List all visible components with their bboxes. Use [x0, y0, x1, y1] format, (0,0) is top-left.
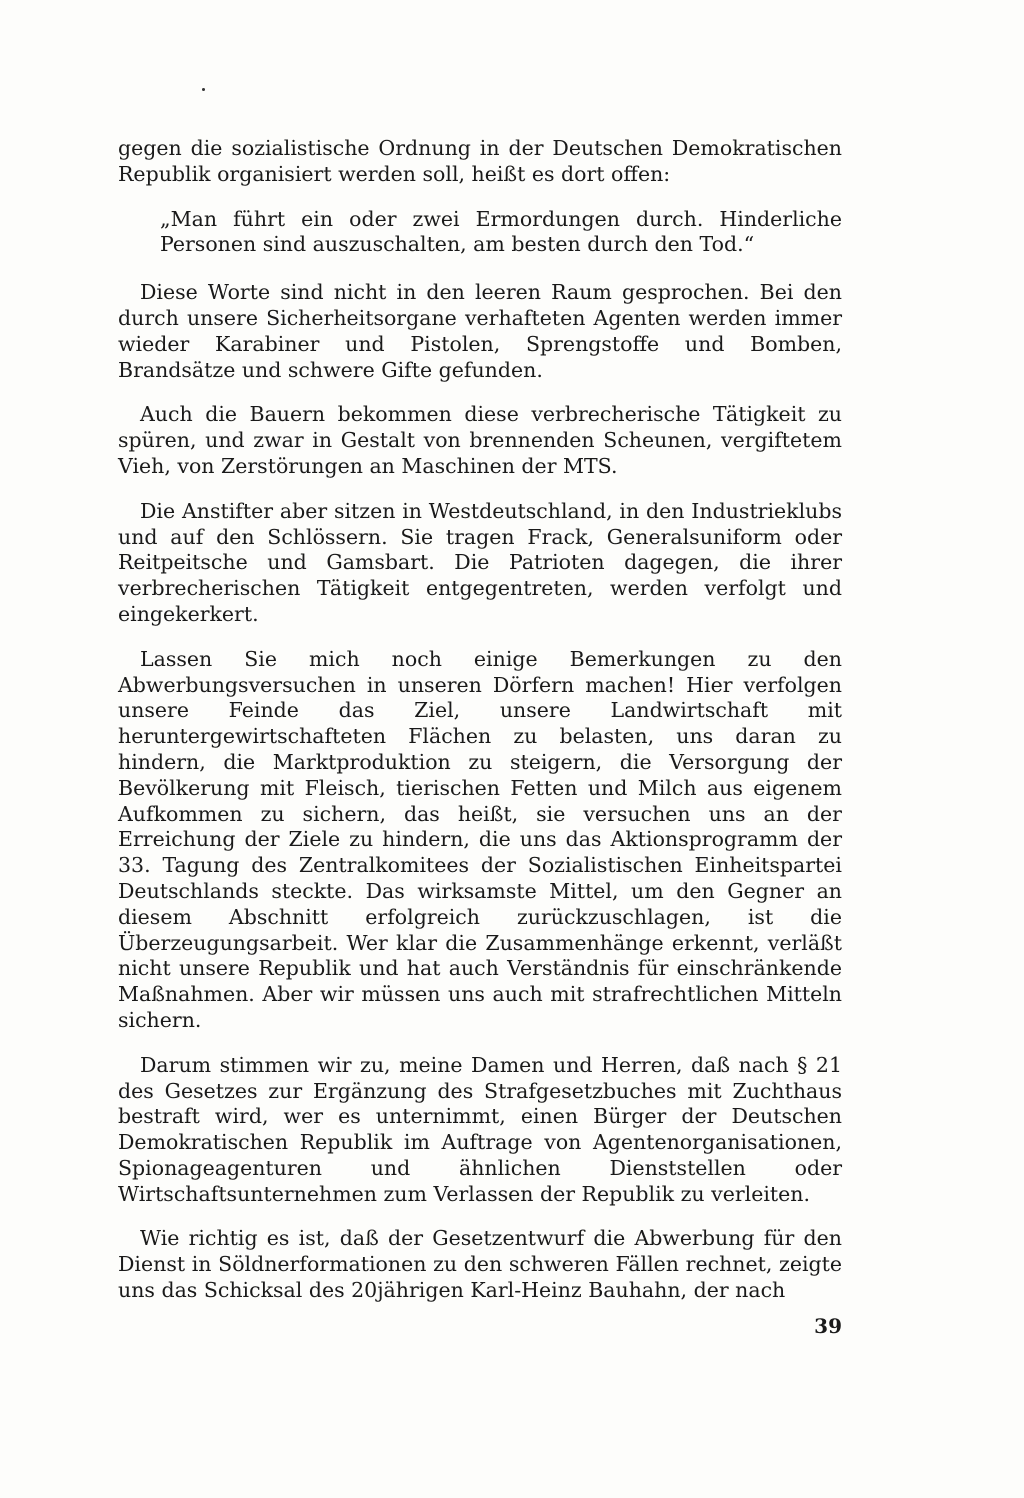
paragraph-farmers: Auch die Bauern bekommen diese verbrecherische Tätigkeit zu spüren, und zwar in Gestalt von brennenden Scheunen, vergiftetem Vieh, von Zerstörungen an Maschinen der MTS. [118, 402, 842, 478]
paragraph-instigators: Die Anstifter aber sitzen in Westdeutschland, in den Industrieklubs und auf den Schlössern. Sie tragen Frack, Generalsuniform oder Reitpeitsche und Gamsbart. Die Patrioten dagegen, die ihrer verbrecherischen Tätigkeit entgegentreten, werden verfolgt und eingekerkert. [118, 498, 842, 626]
paragraph-weapons: Diese Worte sind nicht in den leeren Raum gesprochen. Bei den durch unsere Sicherheitsorgane verhafteten Agenten werden immer wieder Karabiner und Pistolen, Sprengstoffe und Bomben, Brandsätze und schwere Gifte gefunden. [118, 280, 842, 382]
block-quote: „Man führt ein oder zwei Ermordungen durch. Hinderliche Personen sind auszuschalten, am besten durch den Tod.“ [160, 206, 842, 257]
paragraph-recruitment: Lassen Sie mich noch einige Bemerkungen zu den Abwerbungsversuchen in unseren Dörfern machen! Hier verfolgen unsere Feinde das Ziel, unsere Landwirtschaft mit heruntergewirtschafteten Flächen zu belasten, uns daran zu hindern, die Marktproduktion zu steigern, die Versorgung der Bevölkerung mit Fleisch, tierischen Fetten und Milch aus eigenem Aufkommen zu sichern, das heißt, sie versuchen uns an der Erreichung der Ziele zu hindern, die uns das Aktionsprogramm der 33. Tagung des Zentralkomitees der Sozialistischen Einheitspartei Deutschlands steckte. Das wirksamste Mittel, um den Gegner an diesem Abschnitt erfolgreich zurückzuschlagen, ist die Überzeugungsarbeit. Wer klar die Zusammenhänge erkennt, verläßt nicht unsere Republik und hat auch Verständnis für einschränkende Maßnahmen. Aber wir müssen uns auch mit strafrechtlichen Mitteln sichern. [118, 646, 842, 1032]
paragraph-bauhahn: Wie richtig es ist, daß der Gesetzentwurf die Abwerbung für den Dienst in Söldnerformationen zu den schweren Fällen rechnet, zeigte uns das Schicksal des 20jährigen Karl-Heinz Bauhahn, der nach [118, 1226, 842, 1303]
body-text [118, 136, 842, 1304]
print-speck [202, 88, 205, 91]
paragraph-law: Darum stimmen wir zu, meine Damen und Herren, daß nach § 21 des Gesetzes zur Ergänzung des Strafgesetzbuches mit Zuchthaus bestraft wird, wer es unternimmt, einen Bürger der Deutschen Demokratischen Republik im Auftrage von Agentenorganisationen, Spionageagenturen und ähnlichen Dienststellen oder Wirtschaftsunternehmen zum Verlassen der Republik zu verleiten. [118, 1052, 842, 1206]
page-number: 39 [814, 1314, 842, 1338]
paragraph-intro: gegen die sozialistische Ordnung in der Deutschen Demokratischen Republik organisiert werden soll, heißt es dort offen: [118, 136, 842, 186]
